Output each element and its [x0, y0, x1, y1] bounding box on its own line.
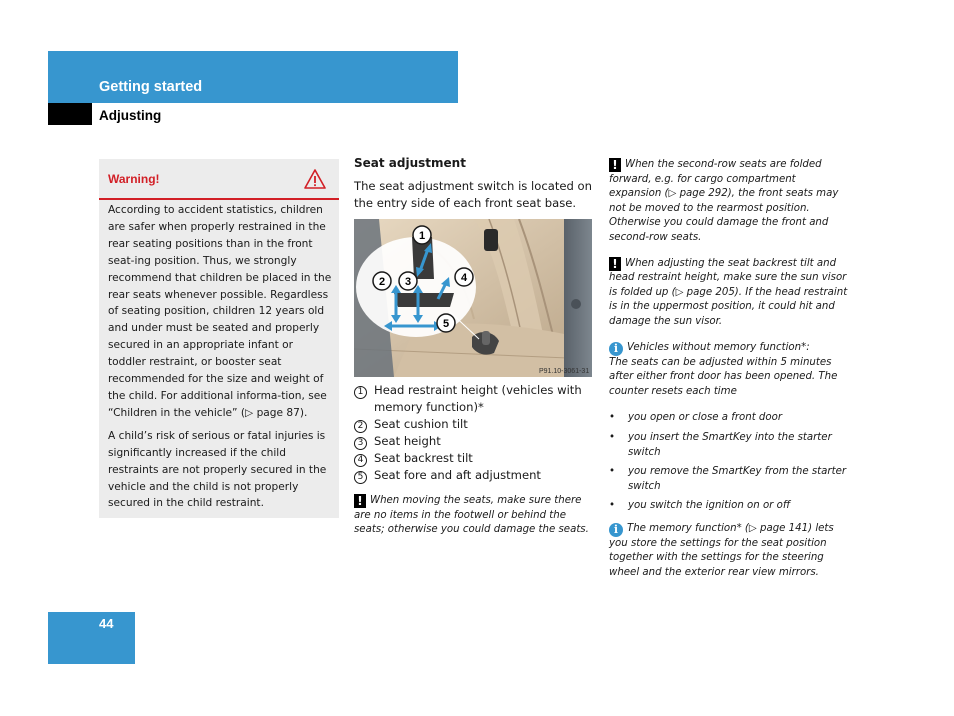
section-title: Getting started	[99, 79, 203, 95]
note-text: When moving the seats, make sure there are no items in the footwell or behind the seats; otherwise you could damage the seats.	[354, 495, 589, 536]
subsection-marker	[48, 103, 92, 125]
legend-item	[354, 450, 594, 467]
second-row-note	[609, 158, 849, 246]
callout-2: 2	[378, 276, 386, 288]
callout-1: 1	[418, 230, 426, 242]
warning-header	[99, 159, 339, 200]
legend-number: 1	[354, 386, 367, 399]
list-item: • you insert the SmartKey into the starter switch	[609, 431, 832, 458]
warning-body	[108, 202, 333, 518]
legend-number: 4	[354, 454, 367, 467]
legend-item	[354, 467, 594, 484]
memory-info	[609, 341, 849, 400]
list-item: • you remove the SmartKey from the starter switch	[609, 466, 847, 492]
page-number-box	[48, 612, 135, 664]
seat-damage-note	[354, 494, 594, 538]
warning-paragraph: According to accident statistics, children are safer when properly restrained in the rear seating positions than in the front seat-ing position. Thus, we strongly recommend that children be placed in the rear seats whenever possible. Regardless of seating position, children 12 years old and under must be seated and properly secured in an appropriate infant or toddler restraint, or booster seat recommended for the size and weight of the child. For additional informa-tion, see “Children in the vehicle” (▷ page 87).	[108, 204, 332, 419]
legend-text: Seat backrest tilt	[374, 451, 473, 465]
legend-item	[354, 416, 594, 433]
header-bar	[48, 51, 458, 103]
warning-title: Warning!	[108, 172, 160, 186]
sun-visor-note	[609, 257, 849, 330]
page-number: 44	[99, 616, 114, 631]
right-column	[609, 158, 849, 592]
subsection-title: Adjusting	[99, 108, 162, 123]
seat-legend	[354, 382, 594, 484]
info-icon: i	[609, 342, 623, 356]
info-text: The memory function* (▷ page 141) lets you store the settings for the seat position together with the settings for the steering wheel and the exterior rear view mirrors.	[609, 522, 834, 579]
warning-box	[99, 159, 339, 518]
reset-bullets	[609, 405, 849, 514]
legend-number: 5	[354, 471, 367, 484]
figure-code: P91.10-3061-31	[539, 368, 590, 375]
legend-item	[354, 433, 594, 450]
legend-number: 3	[354, 437, 367, 450]
seat-adjustment-figure	[354, 219, 592, 377]
info-title: Vehicles without memory function*:	[627, 341, 810, 353]
exclamation-icon: !	[354, 494, 366, 508]
legend-text: Seat fore and aft adjustment	[374, 468, 541, 482]
legend-text: Seat cushion tilt	[374, 417, 468, 431]
legend-text: Head restraint height (vehicles with memory function)*	[374, 383, 582, 414]
note-text: When adjusting the seat backrest tilt and head restraint height, make sure the sun visor is folded up (▷ page 205). If the head restraint is in the uppermost position, it could hit and damage the sun visor.	[609, 257, 848, 327]
seat-adjustment-intro: The seat adjustment switch is located on the entry side of each front seat base.	[354, 179, 592, 210]
warning-triangle-icon	[304, 168, 326, 190]
memory-function-info	[609, 522, 849, 581]
legend-number: 2	[354, 420, 367, 433]
info-icon: i	[609, 523, 623, 537]
legend-item	[354, 382, 594, 416]
exclamation-icon: !	[609, 158, 621, 172]
exclamation-icon: !	[609, 257, 621, 271]
legend-text: Seat height	[374, 434, 441, 448]
list-item: • you switch the ignition on or off	[609, 500, 791, 512]
seat-illustration	[354, 219, 592, 377]
warning-paragraph: A child’s risk of serious or fatal injuries is significantly increased if the child restraints are not properly secured in the vehicle and the child is not properly secured in the child restraint.	[108, 429, 327, 510]
info-text: The seats can be adjusted within 5 minutes after either front door has been opened. The counter resets each time	[609, 356, 838, 397]
list-item: • you open or close a front door	[609, 412, 783, 424]
callout-4: 4	[460, 272, 468, 284]
callout-5: 5	[442, 318, 450, 330]
seat-adjustment-section	[354, 155, 594, 212]
seat-adjustment-heading: Seat adjustment	[354, 156, 466, 170]
callout-3: 3	[404, 276, 412, 288]
note-text: When the second-row seats are folded forward, e.g. for cargo compartment expansion (▷ page 292), the front seats may not be moved to the rearmost position. Otherwise you could damage the front and second-row seats.	[609, 159, 839, 243]
